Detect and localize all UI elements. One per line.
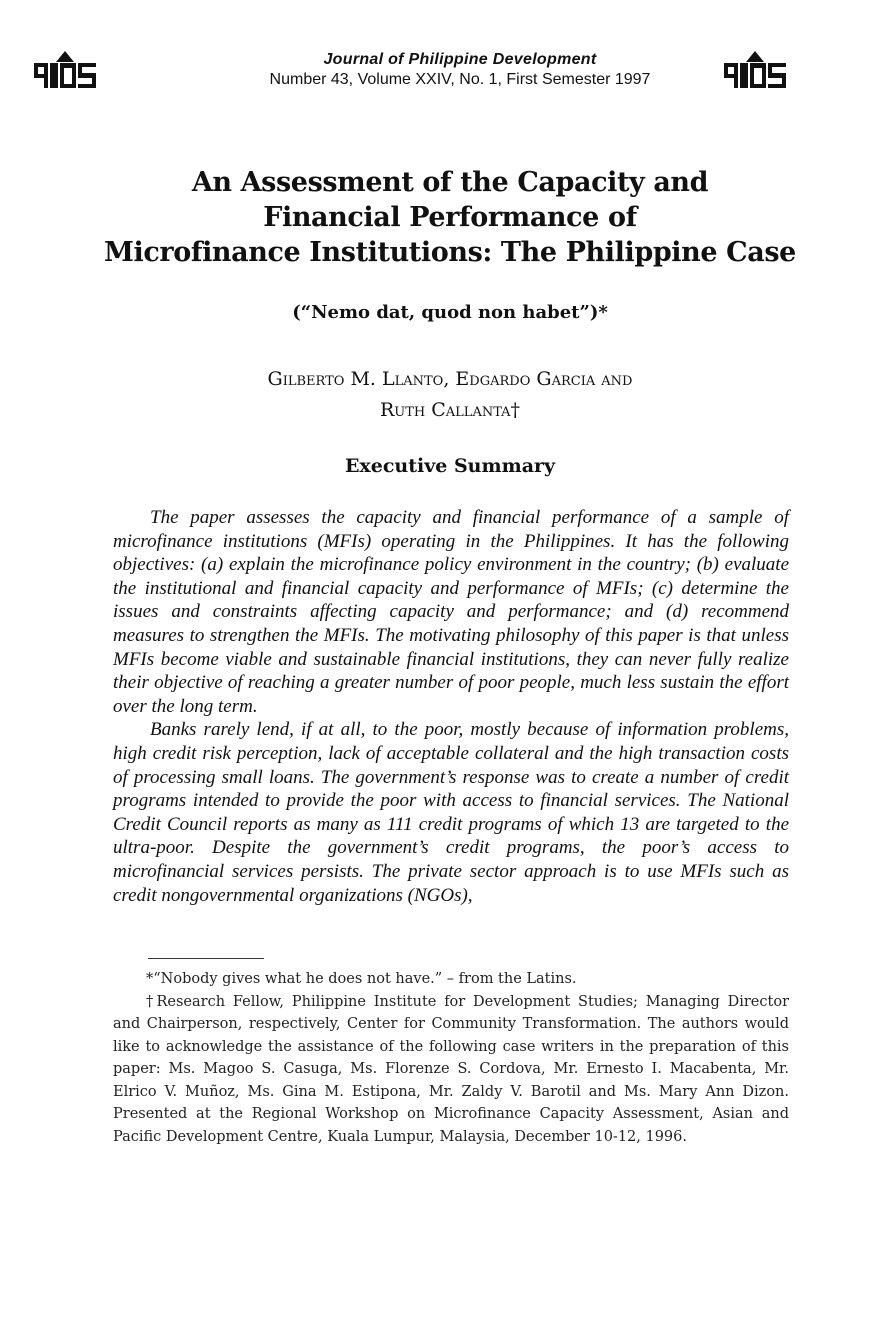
- footnotes: [113, 968, 789, 1148]
- pids-logo-left: [32, 48, 98, 90]
- pids-logo-right: [722, 48, 788, 90]
- journal-name: Journal of Philippine Development: [323, 51, 597, 68]
- body-paragraph: Banks rarely lend, if at all, to the poor, mostly because of information problems, high credit risk perception, lack of acceptable collateral and the high transaction costs of processing small loans. The government’s response was to create a number of credit programs intended to provide the poor with access to financial services. The National Credit Council reports as many as 111 credit programs of which 13 are targeted to the ultra-poor. Despite the government’s credit programs, the poor’s access to microfinancial services persists. The private sector approach is to use MFIs such as credit nongovernmental organizations (NGOs),: [113, 719, 789, 906]
- footnote-divider: [148, 958, 264, 959]
- authors-line: Gilberto M. Llanto, Edgardo Garcia and: [267, 368, 633, 390]
- article-title: [60, 165, 840, 270]
- footnote: †Research Fellow, Philippine Institute for Development Studies; Managing Director and Chairperson, respectively, Center for Community Transformation. The authors would like to acknowledge the assistance of the following case writers in the preparation of this paper: Ms. Magoo S. Casuga, Ms. Florenze S. Cordova, Mr. Ernesto I. Macabenta, Mr. Elrico V. Muñoz, Ms. Gina M. Estipona, Mr. Zaldy V. Barotil and Ms. Mary Ann Dizon. Presented at the Regional Workshop on Microfinance Capacity Assessment, Asian and Pacific Development Centre, Kuala Lumpur, Malaysia, December 10-12, 1996.: [113, 993, 789, 1145]
- title-line: An Assessment of the Capacity and: [191, 167, 709, 198]
- title-line: Microfinance Institutions: The Philippine Case: [104, 237, 796, 268]
- footnote: *“Nobody gives what he does not have.” – from the Latins.: [146, 971, 577, 987]
- article-authors: [60, 364, 840, 426]
- authors-line: Ruth Callanta†: [379, 399, 521, 421]
- journal-issue: Number 43, Volume XXIV, No. 1, First Semester 1997: [269, 71, 651, 88]
- section-heading: Executive Summary: [344, 455, 556, 477]
- title-line: Financial Performance of: [263, 202, 637, 233]
- summary-body: [113, 506, 789, 907]
- body-paragraph: The paper assesses the capacity and financial performance of a sample of microfinance institutions (MFIs) operating in the Philippines. It has the following objectives: (a) explain the microfinance policy environment in the country; (b) evaluate the institutional and financial capacity and performance of MFIs; (c) determine the issues and constraints affecting capacity and performance; and (d) recommend measures to strengthen the MFIs. The motivating philosophy of this paper is that unless MFIs become viable and sustainable financial institutions, they can never fully realize their objective of reaching a greater number of poor people, much less sustain the effort over the long term.: [113, 507, 789, 717]
- journal-header: [210, 50, 710, 90]
- article-motto: (“Nemo dat, quod non habet”)*: [292, 302, 608, 323]
